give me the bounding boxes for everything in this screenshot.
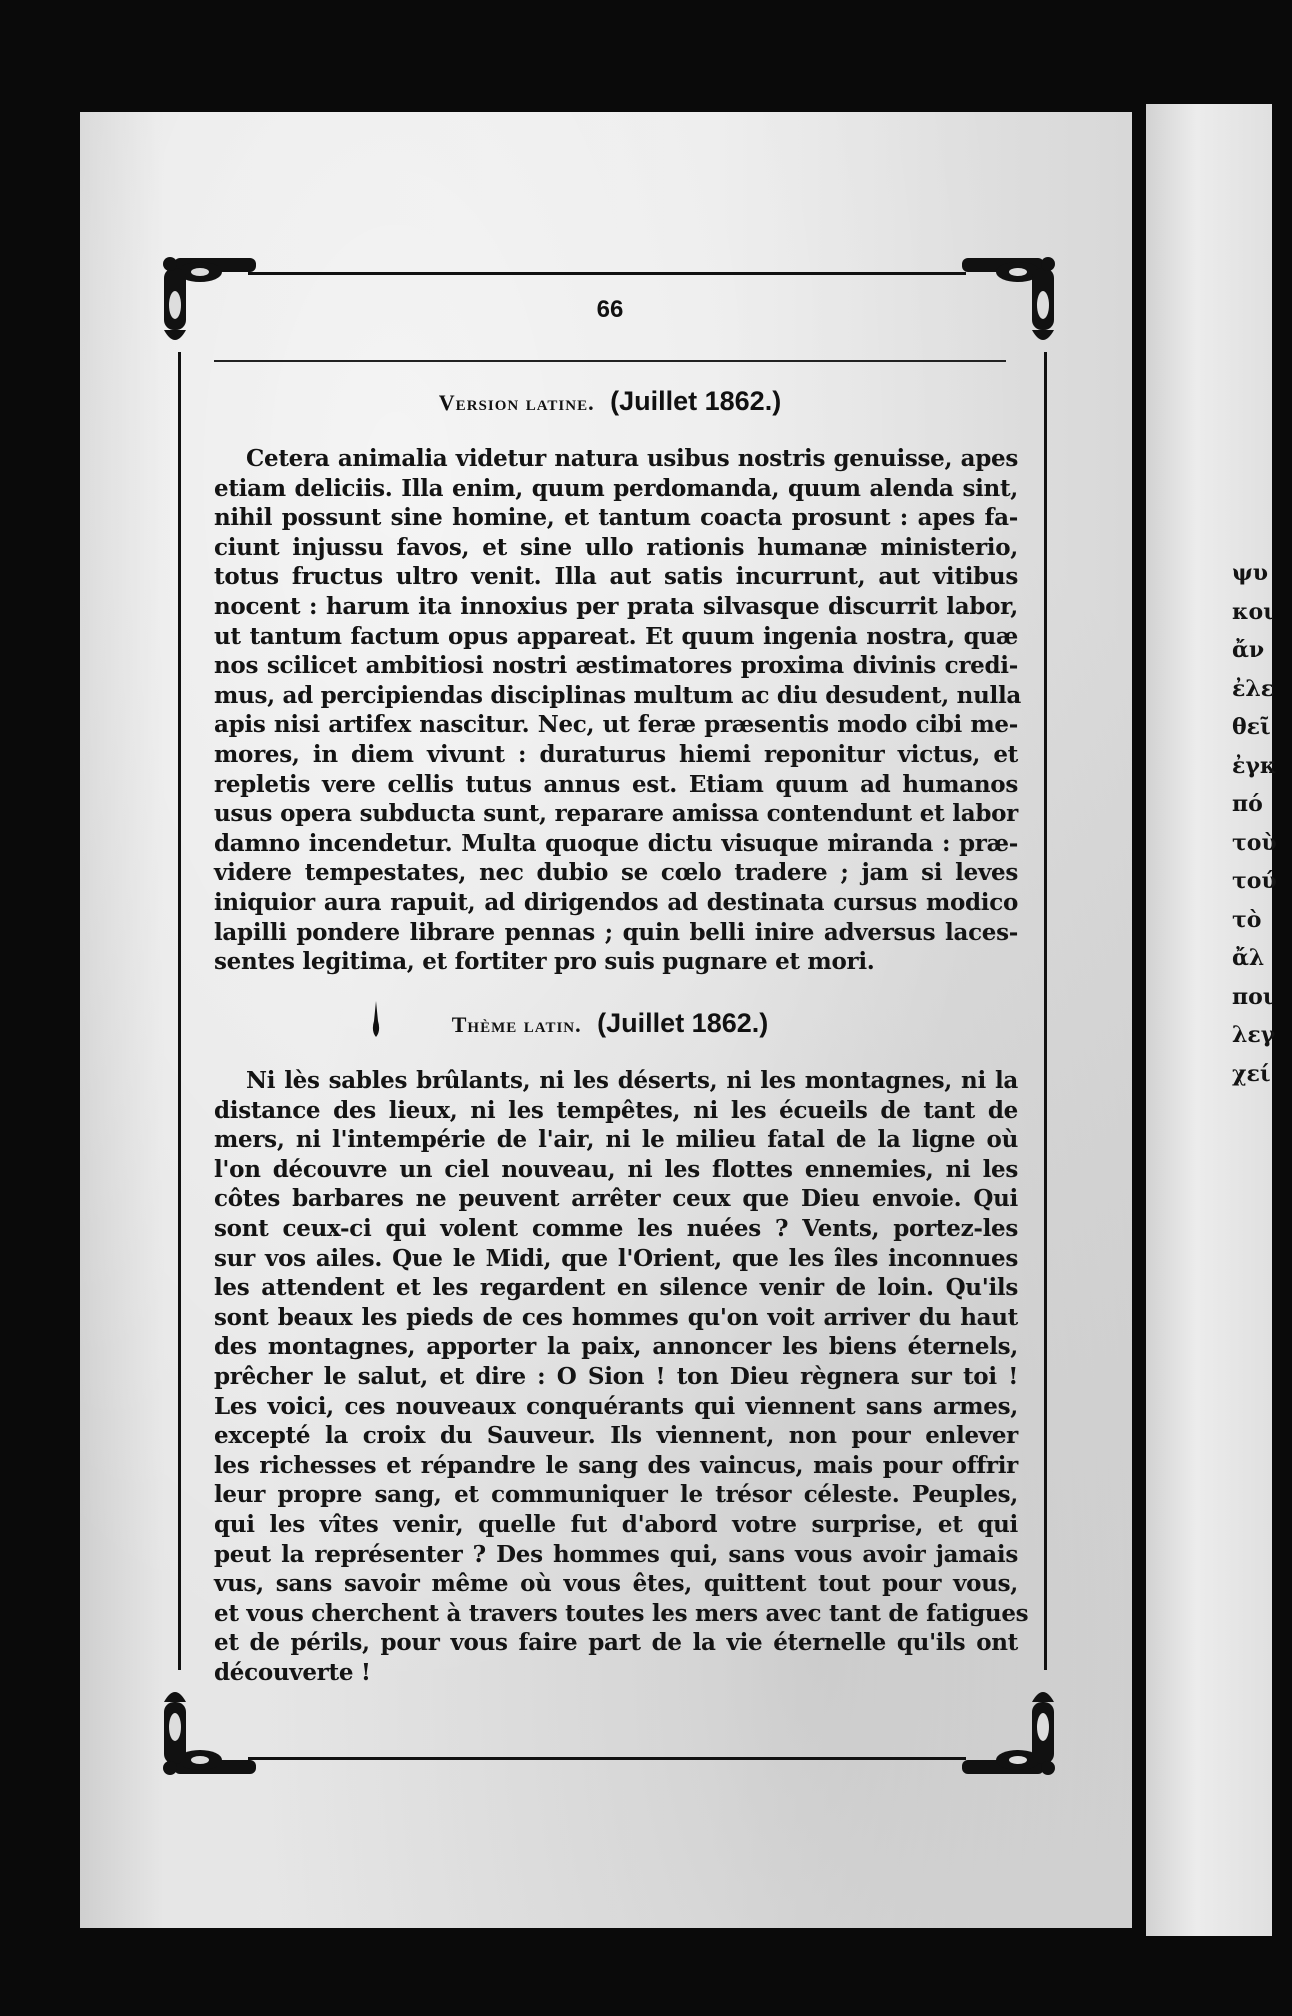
frame-top-rule [248,272,966,275]
theme-text-line: les attendent et les regardent en silence venir de loin. Qu'ils [214,1274,1018,1302]
adjacent-page-fragment: ψυ [1232,560,1268,586]
theme-latin-text [214,1066,1029,1687]
theme-text-line: découverte ! [214,1658,371,1686]
version-heading-date: (Juillet 1862.) [610,386,782,416]
theme-text-line: distance des lieux, ni les tempêtes, ni les écueils de tant de [214,1096,1018,1124]
adjacent-page-text [1232,554,1292,1093]
version-text-line: nos scilicet ambitiosi nostri æstimatores proxima divinis credi- [214,652,1018,680]
corner-ornament-bottom-right [962,1672,1062,1782]
version-text-line: ciunt injussu favos, et sine ullo rationis humanæ ministerio, [214,533,1018,561]
frame-bottom-rule [248,1757,966,1760]
version-text-line: nocent : harum ita innoxius per prata silvasque discurrit labor, [214,592,1018,620]
theme-text-line: et vous cherchent à travers toutes les mers avec tant de fatigues [214,1599,1029,1627]
adjacent-page-fragment: ἐλε [1232,675,1275,702]
theme-text-line: l'on découvre un ciel nouveau, ni les flottes ennemies, ni les [214,1155,1018,1183]
theme-text-line: excepté la croix du Sauveur. Ils viennent, non pour enlever [214,1422,1018,1450]
theme-text-line: Les voici, ces nouveaux conquérants qui viennent sans armes, [214,1392,1018,1420]
version-text-line: ut tantum factum opus appareat. Et quum ingenia nostra, quæ [214,622,1018,650]
page-number: 66 [596,296,624,323]
theme-text-line: sont ceux-ci qui volent comme les nuées ? Vents, portez-les [214,1214,1018,1242]
frame-right-rule [1044,352,1047,1670]
theme-text-line: leur propre sang, et communiquer le trésor céleste. Peuples, [214,1481,1018,1509]
corner-ornament-bottom-left [156,1672,256,1782]
theme-text-line: vus, sans savoir même où vous êtes, quittent tout pour vous, [214,1570,1018,1598]
adjacent-page-fragment: κοι [1232,598,1274,625]
theme-text-line: peut la représenter ? Des hommes qui, sans vous avoir jamais [214,1540,1018,1568]
adjacent-page-fragment: θεῖ [1232,714,1271,740]
adjacent-page-edge [1146,104,1277,1936]
theme-text-line: mers, ni l'intempérie de l'air, ni le milieu fatal de la ligne où [214,1126,1018,1154]
adjacent-page-fragment: ἄν [1232,637,1265,663]
adjacent-page-fragment: ἄλ [1232,945,1265,971]
theme-text-line: prêcher le salut, et dire : O Sion ! ton Dieu règnera sur toi ! [214,1362,1018,1390]
corner-ornament-top-right [962,250,1062,360]
theme-text-line: qui les vîtes venir, quelle fut d'abord votre surprise, et qui [214,1510,1018,1538]
adjacent-page-fragment: λεγ [1232,1022,1276,1048]
version-text-line: Cetera animalia videtur natura usibus nostris genuisse, apes [246,445,1018,472]
theme-heading-label: Thème latin. [451,1012,582,1037]
adjacent-page-fragment: χεί [1232,1060,1271,1087]
version-text-line: repletis vere cellis tutus annus est. Etiam quum ad humanos [214,770,1018,798]
adjacent-page-fragment: πό [1232,791,1263,817]
theme-text-line: Ni lès sables brûlants, ni les déserts, ni les montagnes, ni la [246,1067,1018,1094]
theme-text-line: des montagnes, apporter la paix, annoncer les biens éternels, [214,1333,1018,1361]
version-text-line: sentes legitima, et fortiter pro suis pugnare et mori. [214,948,875,976]
theme-text-line: et de périls, pour vous faire part de la vie éternelle qu'ils ont [214,1629,1018,1657]
header-rule [214,360,1006,362]
version-text-line: apis nisi artifex nascitur. Nec, ut feræ præsentis modo cibi me- [214,711,1018,739]
version-text-line: totus fructus ultro venit. Illa aut satis incurrunt, aut vitibus [214,563,1018,591]
version-text-line: damno incendetur. Multa quoque dictu visuque miranda : præ- [214,829,1018,857]
version-text-line: mus, ad percipiendas disciplinas multum ac diu desudent, nulla [214,681,1021,709]
adjacent-page-fragment: ἐγκ [1232,752,1277,779]
version-text-line: nihil possunt sine homine, et tantum coacta prosunt : apes fa- [214,504,1018,532]
adjacent-page-fragment: ποι [1232,983,1274,1010]
version-heading-label: Version latine. [438,390,595,415]
version-text-line: etiam deliciis. Illa enim, quum perdomanda, quum alenda sint, [214,474,1018,502]
adjacent-page-fragment: τὸ [1232,906,1262,933]
frame-left-rule [178,352,181,1670]
theme-text-line: sur vos ailes. Que le Midi, que l'Orient, que les îles inconnues [214,1244,1018,1272]
version-text-line: lapilli pondere librare pennas ; quin belli inire adversus laces- [214,918,1018,946]
theme-text-line: sont beaux les pieds de ces hommes qu'on voit arriver du haut [214,1303,1018,1331]
version-latin-text [214,444,1021,977]
corner-ornament-top-left [156,250,256,360]
version-text-line: iniquior aura rapuit, ad dirigendos ad destinata cursus modico [214,888,1018,916]
theme-text-line: côtes barbares ne peuvent arrêter ceux que Dieu envoie. Qui [214,1185,1018,1213]
theme-text-line: les richesses et répandre le sang des vaincus, mais pour offrir [214,1451,1018,1479]
version-heading [214,386,1006,417]
theme-heading-date: (Juillet 1862.) [597,1008,769,1038]
theme-heading [214,1008,1006,1039]
version-text-line: usus opera subducta sunt, reparare amissa contendunt et labor [214,800,1018,828]
version-text-line: mores, in diem vivunt : duraturus hiemi reponitur victus, et [214,740,1018,768]
version-text-line: videre tempestates, nec dubio se cœlo tradere ; jam si leves [214,859,1018,887]
adjacent-page-fragment: τοὺ [1232,829,1277,856]
adjacent-page-fragment: τού [1232,868,1277,894]
